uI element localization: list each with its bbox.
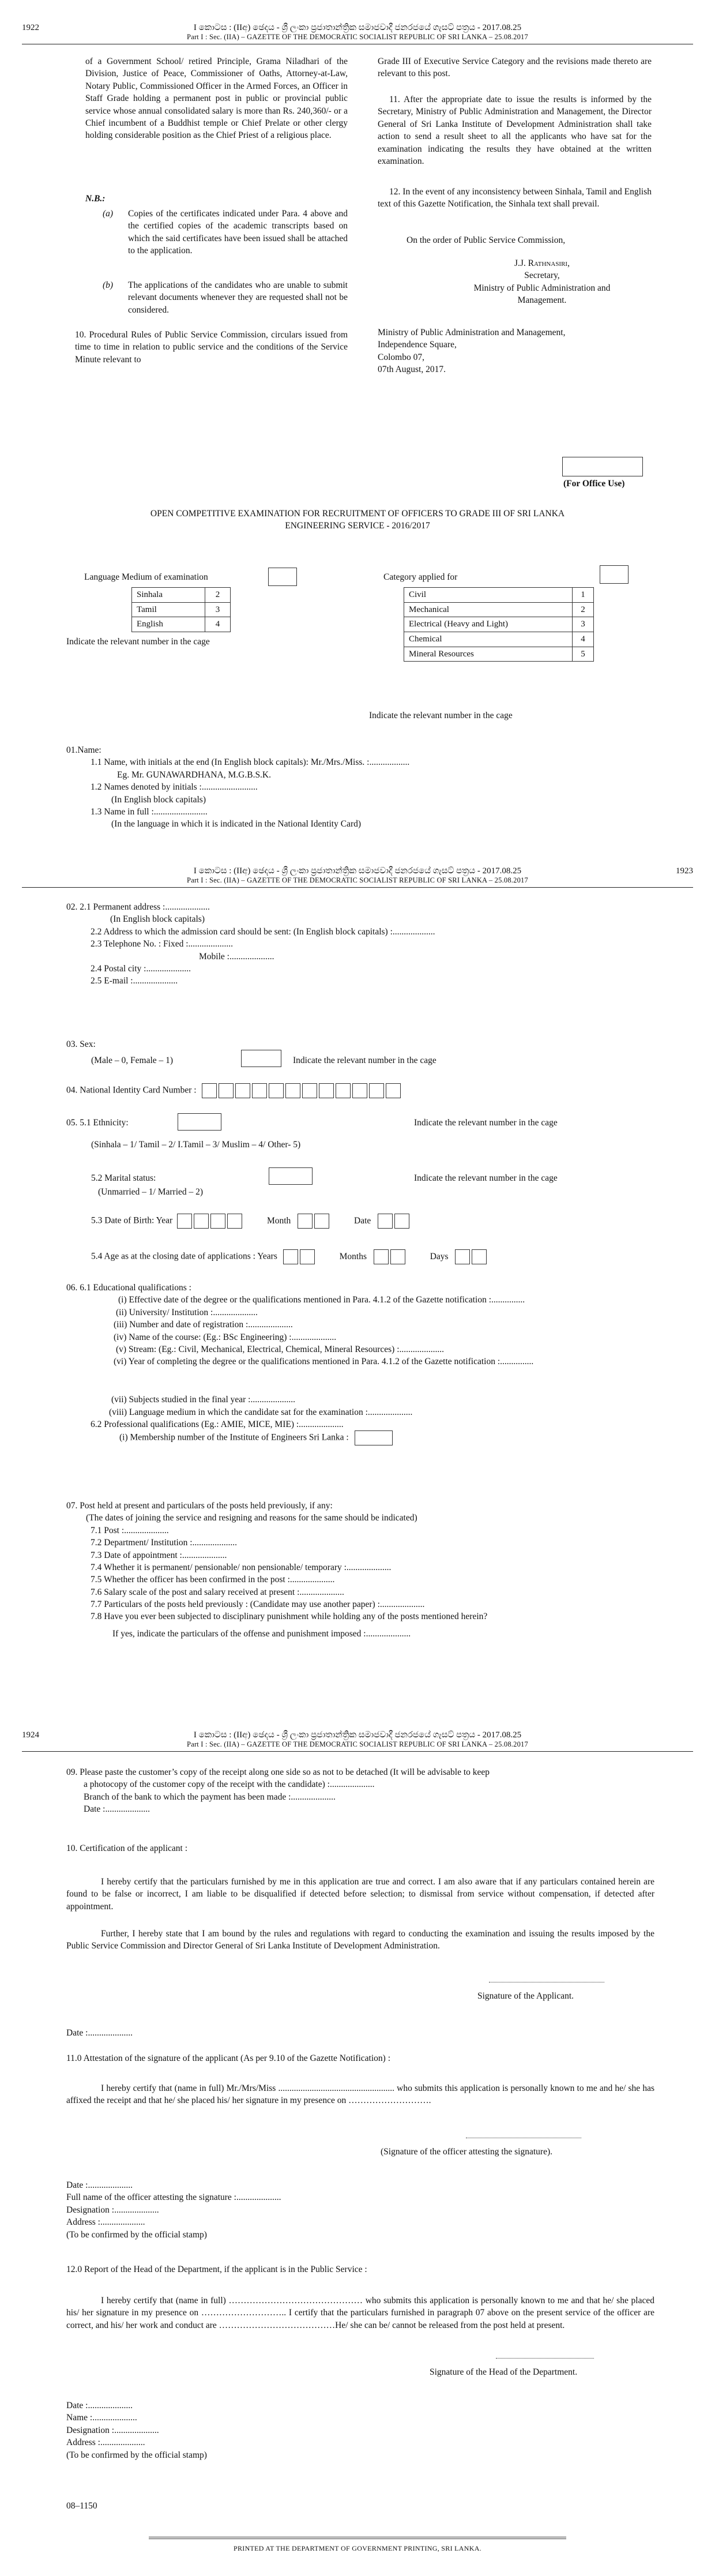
marital-hint: Indicate the relevant number in the cage xyxy=(414,1173,558,1183)
category-name: Civil xyxy=(404,588,573,603)
language-name: Tamil xyxy=(132,602,205,617)
order-line: On the order of Public Service Commission, xyxy=(407,235,566,245)
ethnicity-cage[interactable] xyxy=(178,1113,221,1131)
category-table xyxy=(404,587,594,662)
nb-b-label: (b) xyxy=(103,280,114,290)
category-code: 1 xyxy=(573,588,594,603)
membership-row xyxy=(119,1430,654,1445)
attesting-signature-label: (Signature of the officer attesting the signature). xyxy=(381,2147,552,2157)
signer-name: J.J. Rathnasiri, xyxy=(514,258,570,268)
certification-para-1: I hereby certify that the particulars furnished by me in this application are true and correct. I am also aware that if any particulars contained herein are found to be false or incorrect, I am liable to be disqualified if detected before selection; to dismissal from service without compensation, if detected after appointment. xyxy=(66,1877,654,1912)
age-months-cells[interactable] xyxy=(374,1249,407,1264)
education-field[interactable]: (i) Effective date of the degree or the qualifications mentioned in Para. 4.1.2 of the Gazette notification :............... xyxy=(118,1295,525,1305)
nic-cell[interactable] xyxy=(352,1083,367,1098)
category-name: Mineral Resources xyxy=(404,647,573,662)
gazette-page-1923 xyxy=(0,865,715,1719)
posts-heading: 07. Post held at present and particulars of the posts held previously, if any: xyxy=(66,1501,333,1511)
membership-cage[interactable] xyxy=(355,1430,393,1445)
age-cell[interactable] xyxy=(283,1249,298,1264)
nb-b-text: The applications of the candidates who are unable to submit relevant documents whenever they are requested shall not be considered. xyxy=(128,280,348,315)
age-label: 5.4 Age as at the closing date of applications : Years xyxy=(91,1251,277,1261)
header-english-line: Part I : Sec. (IIA) – GAZETTE OF THE DEMOCRATIC SOCIALIST REPUBLIC OF SRI LANKA – 25.08.2017 xyxy=(187,33,528,41)
header-rule xyxy=(22,1751,693,1752)
language-medium-cage[interactable] xyxy=(268,568,297,586)
membership-label: (i) Membership number of the Institute of Engineers Sri Lanka : xyxy=(119,1432,349,1443)
category-name: Mechanical xyxy=(404,602,573,617)
exam-title-line-2: ENGINEERING SERVICE - 2016/2017 xyxy=(285,521,430,531)
ethnicity-label: 05. 5.1 Ethnicity: xyxy=(66,1118,129,1128)
attesting-designation-field[interactable]: Designation :.................... xyxy=(66,2205,159,2215)
posts-section xyxy=(66,1500,654,1640)
category-row xyxy=(404,588,594,603)
sex-hint: Indicate the relevant number in the cage xyxy=(293,1056,436,1065)
nb-a-text: Copies of the certificates indicated under Para. 4 above and the certified copies of the academic transcripts based on which the said certificates have been issued shall be attached to the application. xyxy=(128,209,348,256)
name-example: Eg. Mr. GUNAWARDHANA, M.G.B.S.K. xyxy=(117,769,272,780)
nic-cell[interactable] xyxy=(319,1083,334,1098)
receipt-line: 09. Please paste the customer’s copy of the receipt along one side so as not to be detached (It will be advisable to keep xyxy=(66,1767,490,1777)
certification-title: 10. Certification of the applicant : xyxy=(66,1843,188,1853)
dob-cell[interactable] xyxy=(314,1214,329,1229)
dob-month-label: Month xyxy=(266,1215,291,1226)
receipt-section xyxy=(66,1766,654,1816)
dob-cell[interactable] xyxy=(177,1214,192,1229)
head-signature-label: Signature of the Head of the Department. xyxy=(430,2367,578,2377)
nb-label: N.B.: xyxy=(85,194,106,204)
header-english-line: Part I : Sec. (IIA) – GAZETTE OF THE DEMOCRATIC SOCIALIST REPUBLIC OF SRI LANKA – 25.08.2017 xyxy=(187,1740,528,1748)
header-rule xyxy=(22,887,693,888)
education-section xyxy=(66,1282,654,1445)
head-designation-field[interactable]: Designation :.................... xyxy=(66,2425,159,2435)
language-code: 2 xyxy=(205,588,231,603)
education-field[interactable]: (vi) Year of completing the degree or the qualifications mentioned in Para. 4.1.2 of the Gazette notification :............... xyxy=(114,1357,534,1367)
language-medium-label: Language Medium of examination xyxy=(84,572,208,582)
para-12-text: 12. In the event of any inconsistency between Sinhala, Tamil and English text of this Gazette Notification, the Sinhala text shall prevail. xyxy=(378,187,652,209)
address-line: Independence Square, xyxy=(378,340,457,350)
marital-label: 5.2 Marital status: xyxy=(91,1173,156,1183)
head-date-field[interactable]: Date :.................... xyxy=(66,2401,133,2410)
nic-row xyxy=(66,1083,402,1098)
marital-cage[interactable] xyxy=(269,1167,313,1185)
education-field[interactable]: (v) Stream: (Eg.: Civil, Mechanical, Electrical, Chemical, Mineral Resources) :.................... xyxy=(116,1344,445,1354)
age-months-label: Months xyxy=(339,1251,367,1261)
name-field[interactable]: 1.1 Name, with initials at the end (In English block capitals): Mr./Mrs./Miss. :.................. xyxy=(91,757,410,768)
language-hint: Indicate the relevant number in the cage xyxy=(66,637,210,647)
initials-field[interactable]: 1.2 Names denoted by initials :......................... xyxy=(91,782,258,793)
ministry-address xyxy=(378,326,565,376)
office-use-label: (For Office Use) xyxy=(563,479,625,489)
signer-title: Secretary, xyxy=(524,271,560,281)
language-name: English xyxy=(132,617,205,632)
page-number: 1922 xyxy=(22,23,39,32)
attestation-date-field[interactable]: Date :.................... xyxy=(66,2180,133,2190)
salary-field[interactable]: 7.6 Salary scale of the post and salary received at present :.................... xyxy=(91,1587,344,1597)
stamp-note: (To be confirmed by the official stamp) xyxy=(66,2229,207,2240)
language-row xyxy=(132,588,231,603)
gazette-page-1924 xyxy=(0,1719,715,2576)
professional-qualifications-field[interactable]: 6.2 Professional qualifications (Eg.: AMIE, MICE, MIE) :.................... xyxy=(91,1420,344,1429)
head-signature-line xyxy=(496,2358,594,2359)
nic-cell[interactable] xyxy=(302,1083,317,1098)
nic-label: 04. National Identity Card Number : xyxy=(66,1085,197,1095)
bank-branch-field[interactable]: Branch of the bank to which the payment has been made :.................... xyxy=(84,1792,336,1802)
post-status-field[interactable]: 7.4 Whether it is permanent/ pensionable/ non pensionable/ temporary :.................... xyxy=(91,1562,392,1572)
dob-month-cells[interactable] xyxy=(298,1214,331,1229)
category-label: Category applied for xyxy=(383,572,458,582)
header-sinhala-line: I කොටස : (IIඅ) ඡෙදය - ශ්‍රී ලංකා ප්‍රජාතාන්ත්‍රික සමාජවාදී ජනරජයේ ගැසට් පත්‍රය - 2017.08.25 xyxy=(193,23,522,32)
dob-date-cells[interactable] xyxy=(378,1214,411,1229)
age-cell[interactable] xyxy=(390,1249,405,1264)
language-code: 3 xyxy=(205,602,231,617)
dob-cell[interactable] xyxy=(298,1214,313,1229)
nic-cell[interactable] xyxy=(386,1083,401,1098)
nic-cell[interactable] xyxy=(336,1083,351,1098)
sex-codes: (Male – 0, Female – 1) xyxy=(91,1056,174,1065)
name-heading: 01.Name: xyxy=(66,745,101,755)
post-field[interactable]: 7.1 Post :.................... xyxy=(91,1525,169,1535)
category-code: 4 xyxy=(573,632,594,647)
nic-cells[interactable] xyxy=(202,1083,402,1098)
stamp-note: (To be confirmed by the official stamp) xyxy=(66,2450,207,2460)
age-cell[interactable] xyxy=(374,1249,389,1264)
dob-cell[interactable] xyxy=(210,1214,225,1229)
name-section xyxy=(66,744,409,831)
page-number: 1923 xyxy=(676,866,693,876)
header-sinhala-line: I කොටස : (IIඅ) ඡෙදය - ශ්‍රී ලංකා ප්‍රජාතාන්ත්‍රික සමාජවාදී ජනරජයේ ගැසට් පත්‍රය - 2017.08.25 xyxy=(193,866,522,876)
category-code: 3 xyxy=(573,617,594,632)
category-code: 2 xyxy=(573,602,594,617)
head-report-title: 12.0 Report of the Head of the Department, if the applicant is in the Public Service : xyxy=(66,2265,367,2274)
nic-cell[interactable] xyxy=(269,1083,284,1098)
marital-codes: (Unmarried – 1/ Married – 2) xyxy=(98,1187,204,1197)
nic-cell[interactable] xyxy=(369,1083,384,1098)
attestation-fields xyxy=(66,2179,281,2241)
eligibility-text: of a Government School/ retired Principle, Grama Niladhari of the Division, Justice of Peace, Commissioner of Oaths, Attorney-at-Law, Notary Public, Commissioned Officer in the Armed Forces, an Officer in Staff Grade holding a permanent post in public or provincial public service whose annual consolidated salary is more than Rs. 240,360/- or a Chief incumbent of a Buddhist temple or Chief Prelate or other clergy holding considerable position as the Chief Priest of a religious place. xyxy=(85,57,348,141)
education-field[interactable]: (viii) Language medium in which the candidate sat for the examination :.................... xyxy=(109,1407,413,1417)
dob-date-label: Date xyxy=(354,1215,371,1226)
age-cell[interactable] xyxy=(300,1249,315,1264)
disciplinary-question: 7.8 Have you ever been subjected to disciplinary punishment while holding any of the posts mentioned herein? xyxy=(91,1612,488,1622)
sex-label: 03. Sex: xyxy=(66,1039,96,1049)
ethnicity-hint: Indicate the relevant number in the cage xyxy=(414,1118,558,1128)
education-field[interactable]: (ii) University/ Institution :.................... xyxy=(116,1307,258,1317)
address-line: Ministry of Public Administration and Management, xyxy=(378,328,566,337)
signature-block xyxy=(450,257,634,307)
dob-label: 5.3 Date of Birth: Year xyxy=(91,1215,173,1226)
offense-field[interactable]: If yes, indicate the particulars of the offense and punishment imposed :.................... xyxy=(112,1628,411,1639)
gazette-page-1922 xyxy=(0,0,715,865)
attesting-officer-name-field[interactable]: Full name of the officer attesting the signature :.................... xyxy=(66,2192,281,2203)
full-name-note: (In the language in which it is indicated in the National Identity Card) xyxy=(111,819,362,829)
previous-posts-field[interactable]: 7.7 Particulars of the posts held previously : (Candidate may use another paper) :.................... xyxy=(91,1599,425,1609)
age-days-cells[interactable] xyxy=(455,1249,488,1264)
education-field[interactable]: (iv) Name of the course: (Eg.: BSc Engineering) :.................... xyxy=(114,1332,337,1342)
telephone-mobile-field[interactable]: Mobile :.................... xyxy=(199,951,274,962)
nic-cell[interactable] xyxy=(252,1083,267,1098)
address-line: Colombo 07, xyxy=(378,352,424,362)
language-name: Sinhala xyxy=(132,588,205,603)
signer-ministry-2: Management. xyxy=(517,295,567,306)
dob-cell[interactable] xyxy=(378,1214,393,1229)
nic-cell[interactable] xyxy=(285,1083,300,1098)
department-field[interactable]: 7.2 Department/ Institution :.................... xyxy=(91,1538,238,1548)
right-top-text: Grade III of Executive Service Category and the revisions made thereto are relevant to this post. xyxy=(378,57,652,79)
initials-note: (In English block capitals) xyxy=(111,794,206,805)
category-row xyxy=(404,617,594,632)
nic-cell[interactable] xyxy=(202,1083,217,1098)
page-number: 1924 xyxy=(22,1730,39,1740)
appointment-date-field[interactable]: 7.3 Date of appointment :.................... xyxy=(91,1550,227,1560)
age-row xyxy=(91,1249,488,1264)
full-name-field[interactable]: 1.3 Name in full :........................ xyxy=(91,806,208,817)
telephone-fixed-field[interactable]: 2.3 Telephone No. : Fixed :.................... xyxy=(91,939,234,949)
exam-title-line-1: OPEN COMPETITIVE EXAMINATION FOR RECRUITMENT OF OFFICERS TO GRADE III OF SRI LANKA xyxy=(150,509,565,519)
head-fields xyxy=(66,2399,207,2461)
admission-address-field[interactable]: 2.2 Address to which the admission card should be sent: (In English block capitals) :................... xyxy=(91,926,435,937)
language-row xyxy=(132,602,231,617)
confirmed-field[interactable]: 7.5 Whether the officer has been confirmed in the post :.................... xyxy=(91,1575,335,1585)
printer-line: PRINTED AT THE DEPARTMENT OF GOVERNMENT PRINTING, SRI LANKA. xyxy=(234,2544,481,2552)
header-sinhala-line: I කොටස : (IIඅ) ඡෙදය - ශ්‍රී ලංකා ප්‍රජාතාන්ත්‍රික සමාජවාදී ජනරජයේ ගැසට් පත්‍රය - 2017.08.25 xyxy=(193,1730,522,1740)
age-cell[interactable] xyxy=(472,1249,487,1264)
dob-row xyxy=(91,1214,411,1229)
para-11-text: 11. After the appropriate date to issue the results is informed by the Secretary, Ministry of Public Administration and Management, the Director General of Sri Lanka Institute of Development Administration shall take action to send a result sheet to all the applicants who have sat for the examination indicating the results they have obtained at the written examination. xyxy=(378,95,652,166)
category-name: Chemical xyxy=(404,632,573,647)
education-heading: 06. 6.1 Educational qualifications : xyxy=(66,1283,191,1293)
address-note: (In English block capitals) xyxy=(110,914,205,925)
receipt-line[interactable]: a photocopy of the customer copy of the receipt with the candidate) :.................... xyxy=(84,1779,375,1790)
nb-a-label: (a) xyxy=(103,209,114,219)
receipt-date-field[interactable]: Date :.................... xyxy=(84,1804,150,1815)
education-field[interactable]: (iii) Number and date of registration :.................... xyxy=(114,1320,293,1330)
category-row xyxy=(404,602,594,617)
category-cage[interactable] xyxy=(600,565,629,584)
permanent-address-field[interactable]: 02. 2.1 Permanent address :.................... xyxy=(66,902,210,912)
category-row xyxy=(404,647,594,662)
category-name: Electrical (Heavy and Light) xyxy=(404,617,573,632)
address-line: 07th August, 2017. xyxy=(378,365,446,375)
header-english-line: Part I : Sec. (IIA) – GAZETTE OF THE DEMOCRATIC SOCIALIST REPUBLIC OF SRI LANKA – 25.08.2017 xyxy=(187,876,528,884)
office-use-box[interactable] xyxy=(562,457,643,476)
dob-cell[interactable] xyxy=(394,1214,409,1229)
head-name-field[interactable]: Name :.................... xyxy=(66,2413,137,2423)
language-table xyxy=(131,587,231,632)
dob-cell[interactable] xyxy=(227,1214,242,1229)
exam-title xyxy=(22,508,693,532)
dob-cell[interactable] xyxy=(194,1214,209,1229)
age-cell[interactable] xyxy=(455,1249,470,1264)
posts-note: (The dates of joining the service and resigning and reasons for the same should be indicated) xyxy=(86,1513,417,1523)
category-code: 5 xyxy=(573,647,594,662)
email-field[interactable]: 2.5 E-mail :.................... xyxy=(91,976,178,986)
language-code: 4 xyxy=(205,617,231,632)
left-column xyxy=(85,55,348,142)
age-days-label: Days xyxy=(430,1251,449,1261)
nic-cell[interactable] xyxy=(219,1083,234,1098)
signer-ministry-1: Ministry of Public Administration and xyxy=(473,283,611,293)
applicant-signature-label: Signature of the Applicant. xyxy=(477,1991,574,2001)
attestation-para: I hereby certify that (name in full) Mr./Mrs/Miss .................................................... who submits this application is personally known to me and he/ she has affixed the receipt and that he/ she placed his/ her signature in my presence on ………………………. xyxy=(66,2083,654,2106)
certification-para-2: Further, I hereby state that I am bound by the rules and regulations with regard to conducting the examination and issuing the results imposed by the Public Service Commission and Director General of Sri Lanka Institute of Development Administration. xyxy=(66,1929,654,1951)
postal-city-field[interactable]: 2.4 Postal city :.................... xyxy=(91,963,191,974)
nic-cell[interactable] xyxy=(235,1083,250,1098)
age-years-cells[interactable] xyxy=(283,1249,317,1264)
dob-year-cells[interactable] xyxy=(177,1214,244,1229)
applicant-date-field[interactable]: Date :.................... xyxy=(66,2028,133,2038)
category-row xyxy=(404,632,594,647)
attestation-title: 11.0 Attestation of the signature of the applicant (As per 9.10 of the Gazette Notification) : xyxy=(66,2053,390,2063)
gazette-code: 08–1150 xyxy=(66,2501,97,2511)
ethnicity-codes: (Sinhala – 1/ Tamil – 2/ I.Tamil – 3/ Muslim – 4/ Other- 5) xyxy=(91,1140,301,1150)
education-field[interactable]: (vii) Subjects studied in the final year :.................... xyxy=(111,1395,295,1405)
head-address-field[interactable]: Address :.................... xyxy=(66,2438,145,2448)
head-report-para: I hereby certify that (name in full) ……………………………………… who submits this application is personally known to me and that he/ she placed his/ her signature in my presence on ……………………….. I certify that the particulars furnished in paragraph 07 above on the present service of the officer are correct, and his/ her work and conduct are …………………………………He/ she can be/ cannot be released from the post held at present. xyxy=(66,2296,654,2330)
language-row xyxy=(132,617,231,632)
attesting-address-field[interactable]: Address :.................... xyxy=(66,2217,145,2228)
para-10-text: 10. Procedural Rules of Public Service Commission, circulars issued from time to time in relation to public service and the conditions of the Service Minute relevant to xyxy=(75,330,348,365)
category-hint: Indicate the relevant number in the cage xyxy=(369,711,513,720)
sex-cage[interactable] xyxy=(241,1050,281,1067)
address-section xyxy=(66,901,435,987)
